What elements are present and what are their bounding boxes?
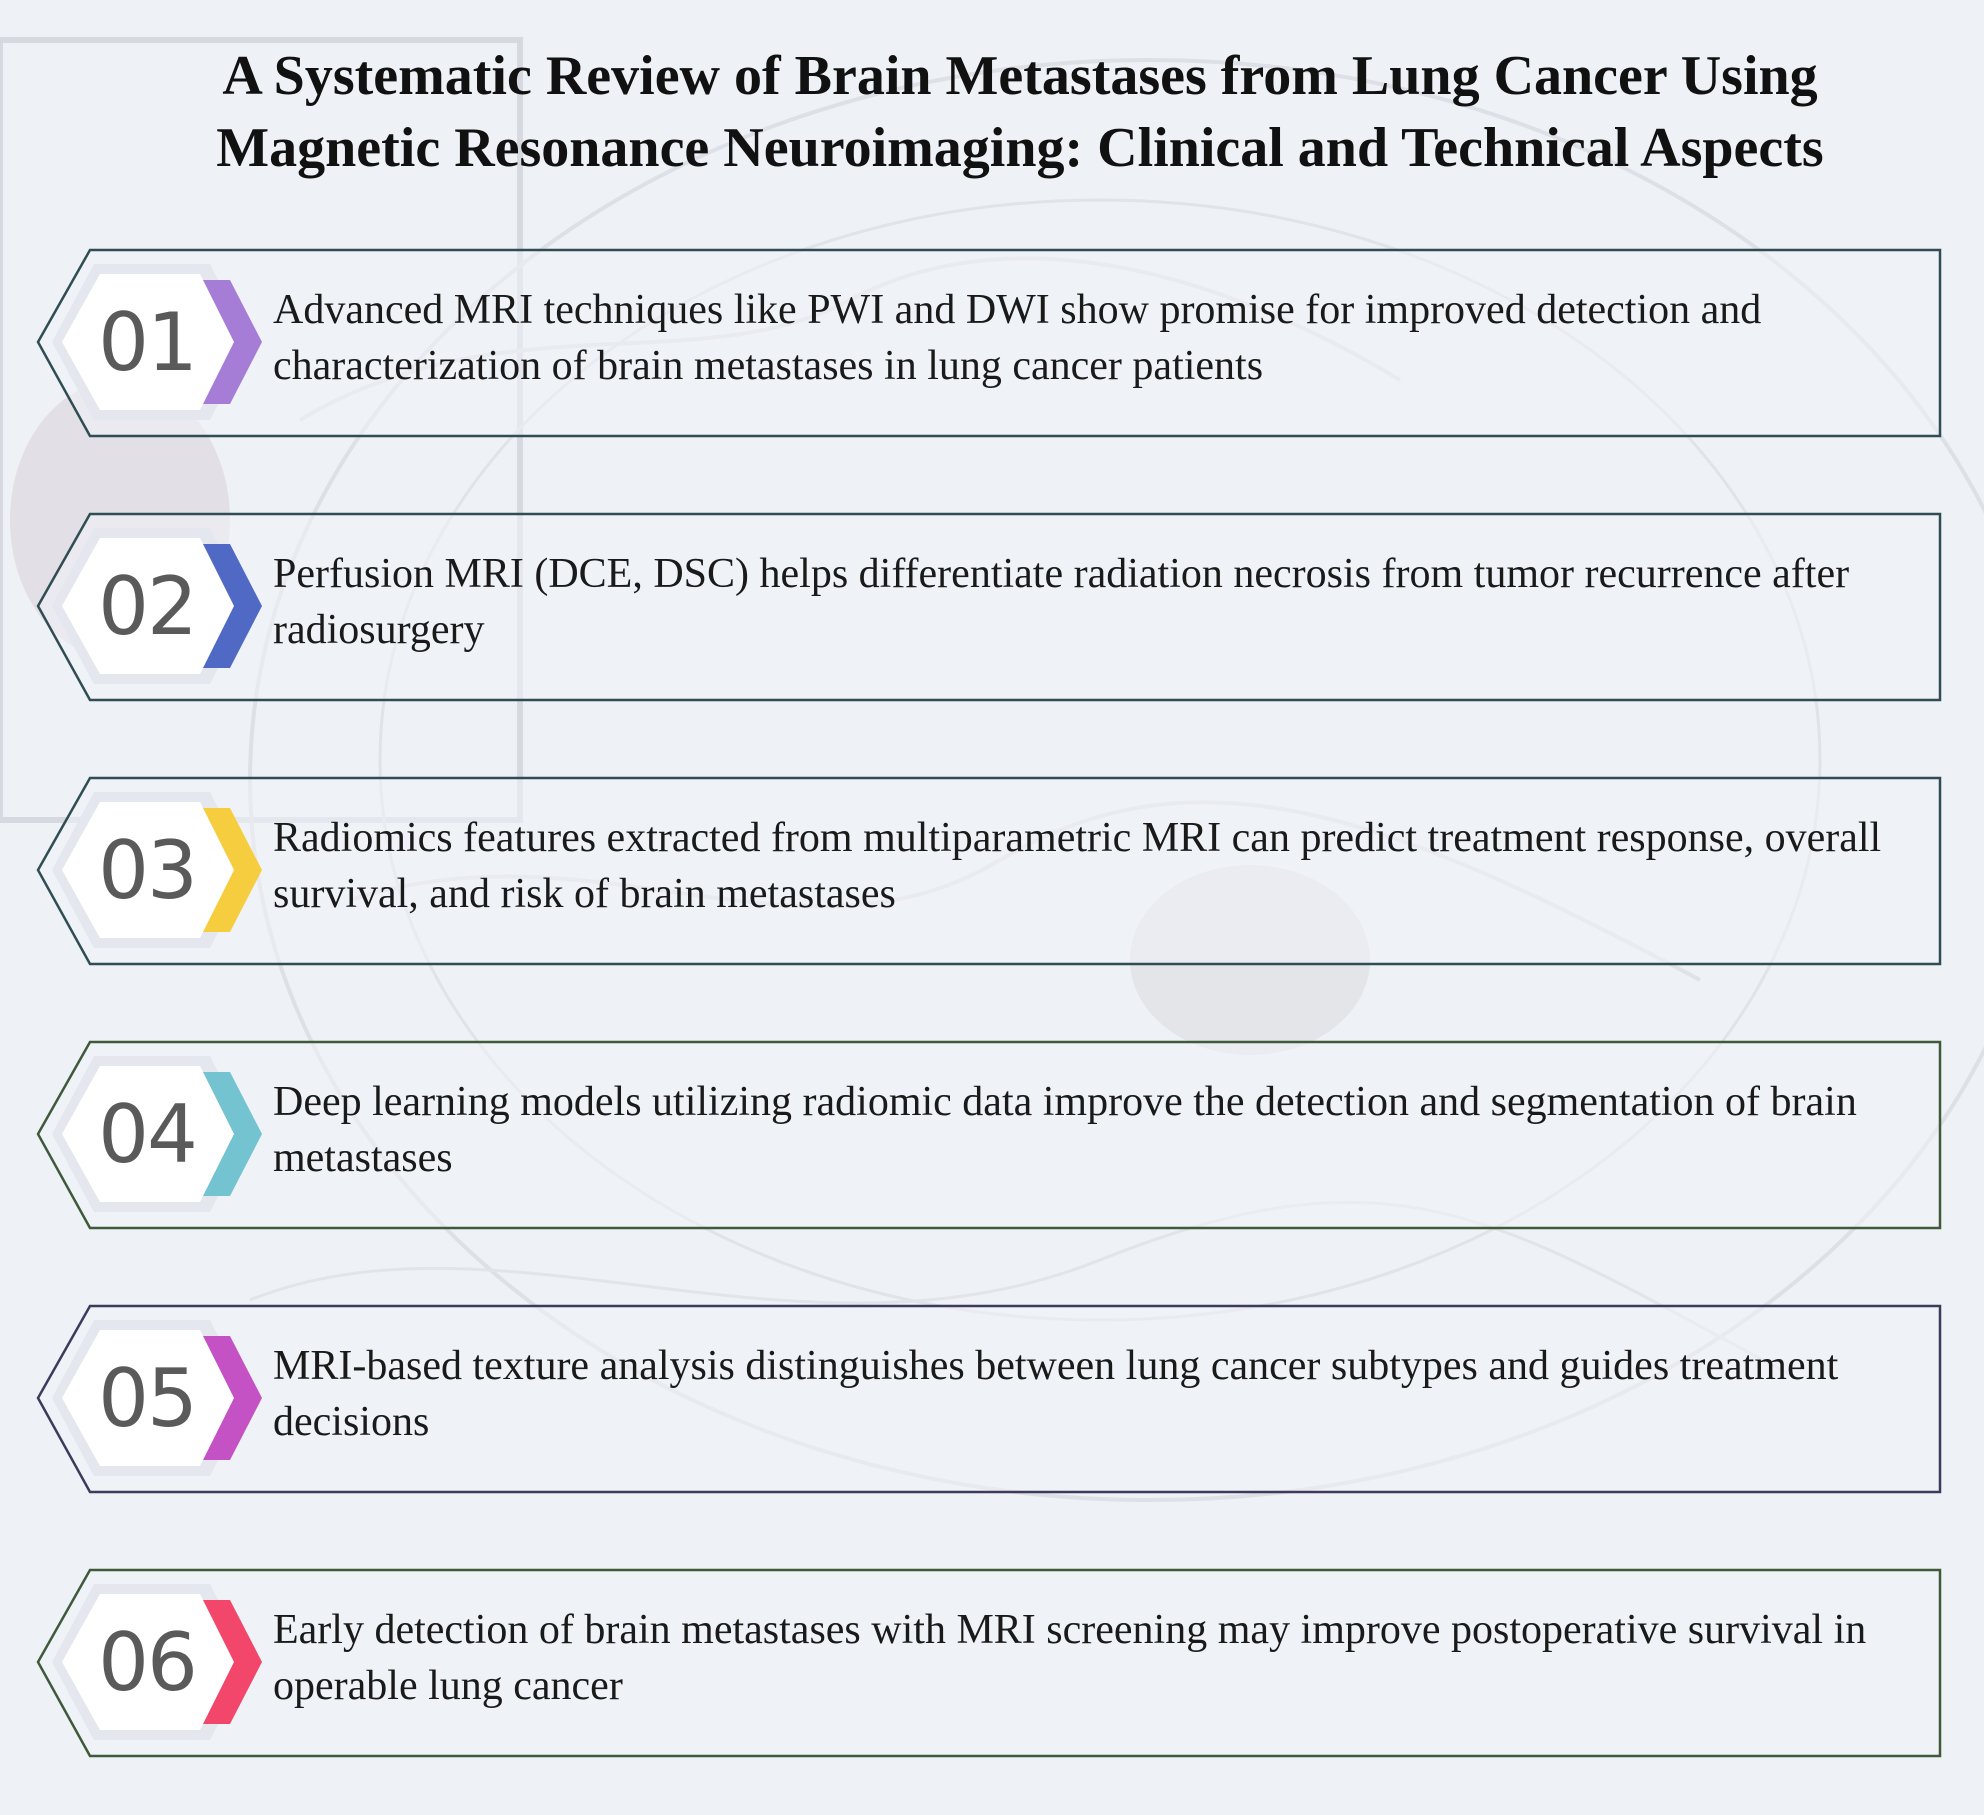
item-number: 01 — [98, 296, 196, 389]
finding-card-03 — [0, 776, 1984, 976]
item-text: Early detection of brain metastases with MRI screening may improve postoperative survival in operable lung cancer — [273, 1607, 1867, 1709]
item-text: Deep learning models utilizing radiomic data improve the detection and segmentation of brain metastases — [273, 1079, 1857, 1181]
item-text: Radiomics features extracted from multiparametric MRI can predict treatment response, overall survival, and risk of brain metastases — [273, 815, 1882, 917]
item-number: 05 — [98, 1352, 196, 1445]
title-line-2: Magnetic Resonance Neuroimaging: Clinical and Technical Aspects — [216, 117, 1824, 179]
finding-card-06 — [0, 1568, 1984, 1768]
item-number: 04 — [98, 1088, 196, 1181]
finding-card-04 — [0, 1040, 1984, 1240]
item-text: Advanced MRI techniques like PWI and DWI show promise for improved detection and characterization of brain metastases in lung cancer patients — [273, 287, 1762, 389]
item-number: 02 — [98, 560, 196, 653]
item-text: Perfusion MRI (DCE, DSC) helps differentiate radiation necrosis from tumor recurrence after radiosurgery — [273, 551, 1850, 653]
item-text: MRI-based texture analysis distinguishes between lung cancer subtypes and guides treatment decisions — [273, 1343, 1839, 1445]
page-title — [60, 40, 1980, 184]
finding-card-01 — [0, 248, 1984, 448]
item-number: 06 — [98, 1616, 196, 1709]
title-line-1: A Systematic Review of Brain Metastases from Lung Cancer Using — [222, 45, 1818, 107]
finding-card-02 — [0, 512, 1984, 712]
item-number: 03 — [98, 824, 196, 917]
finding-card-05 — [0, 1304, 1984, 1504]
